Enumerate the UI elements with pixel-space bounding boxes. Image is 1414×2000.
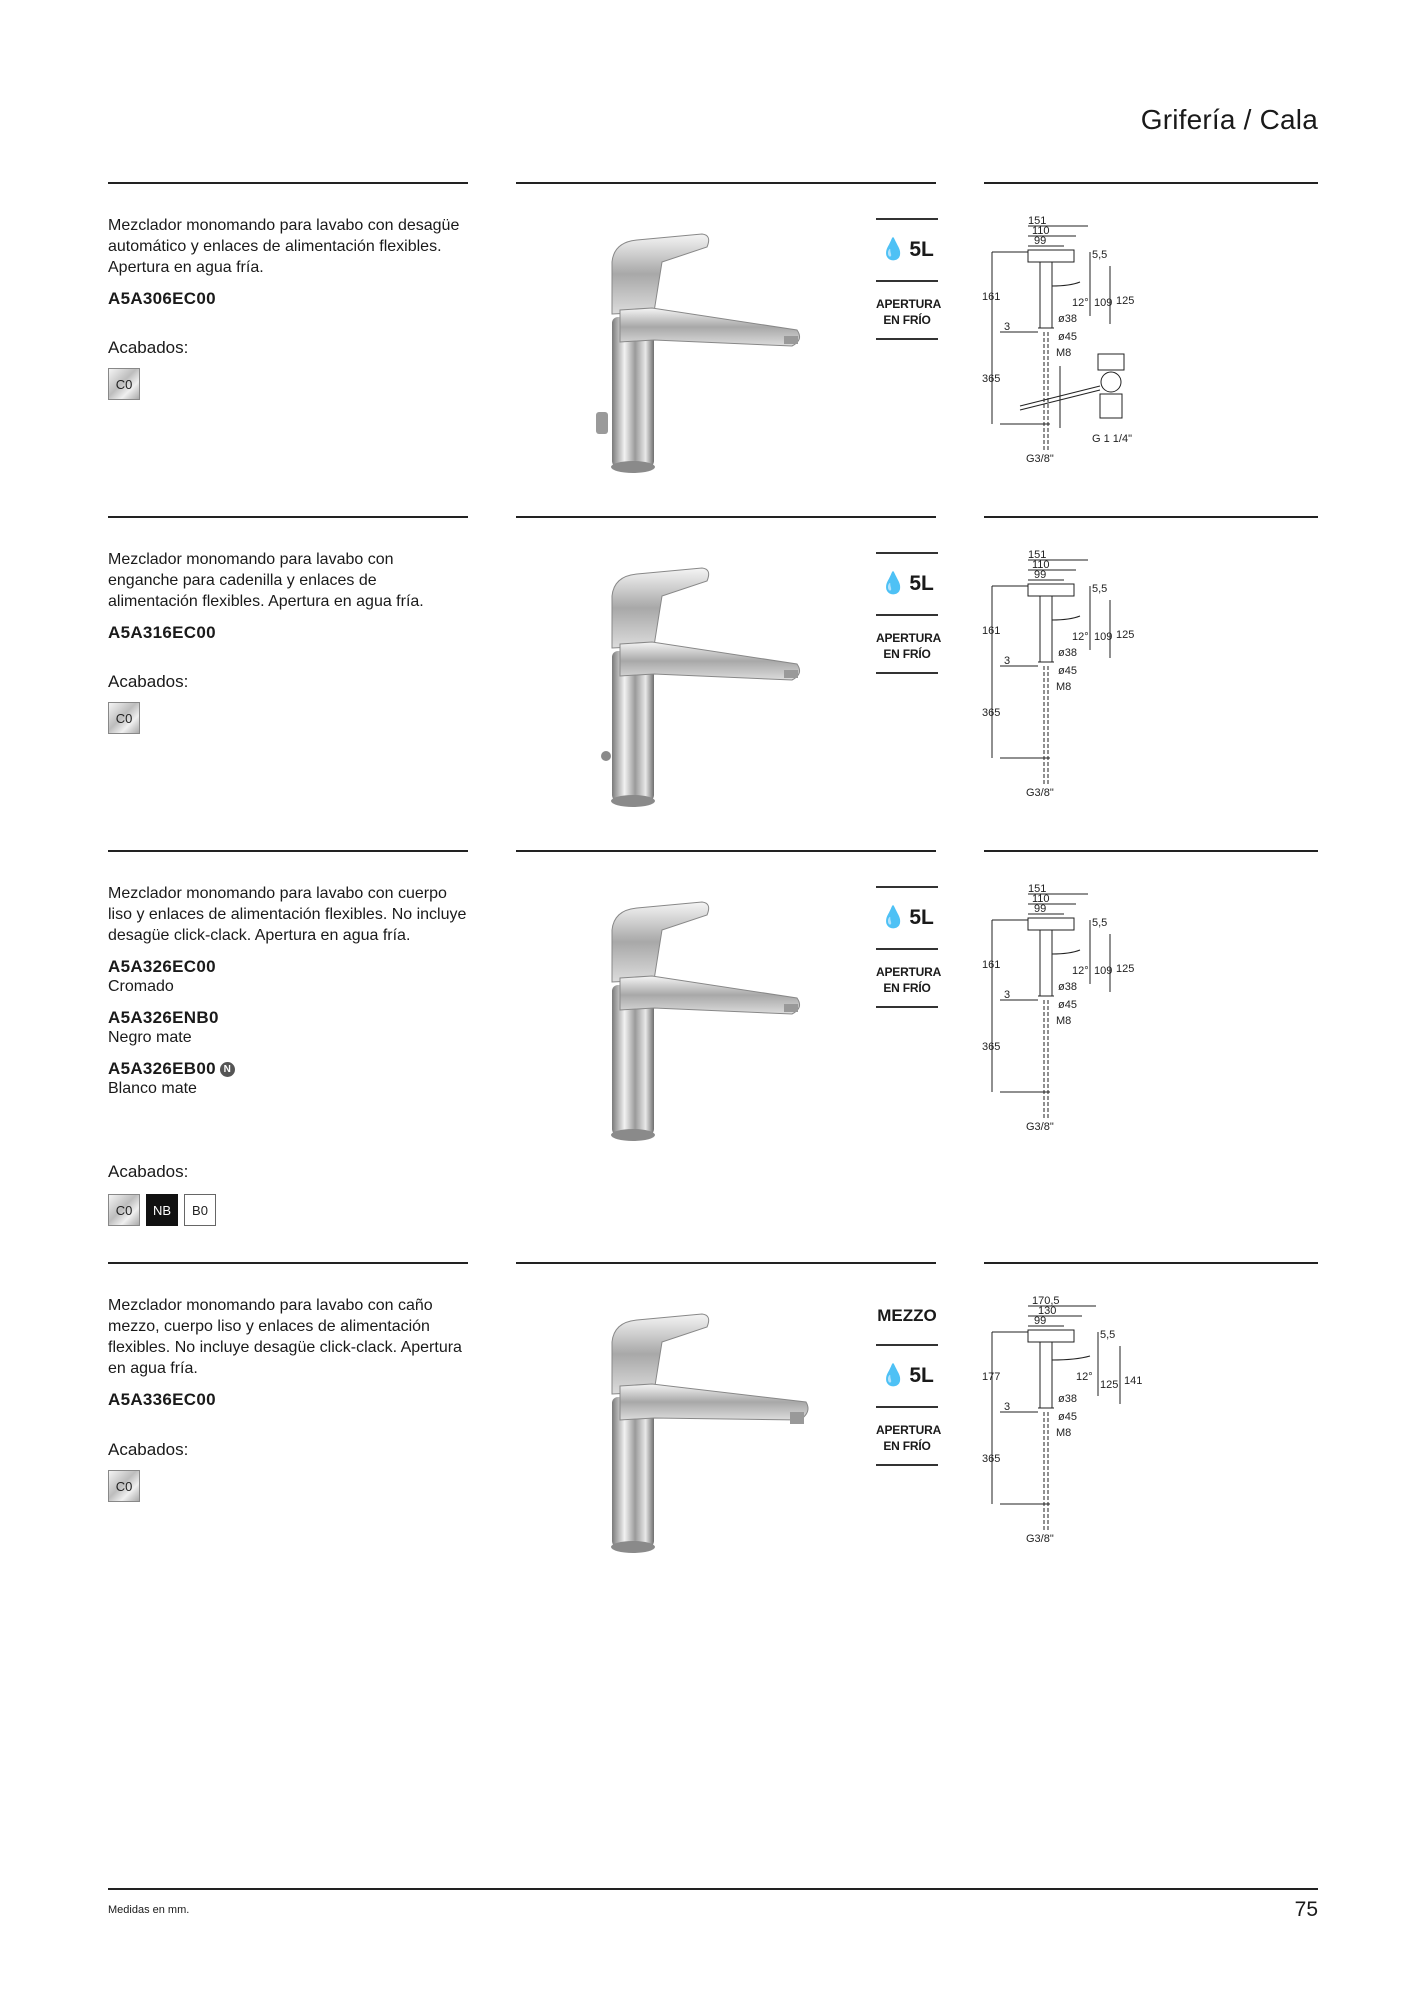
dim-angle: 12°	[1072, 297, 1089, 309]
footer-note: Medidas en mm.	[108, 1904, 190, 1916]
dim-connection: G3/8"	[1026, 453, 1054, 465]
cold-opening-tag: APERTURA EN FRÍO	[876, 297, 942, 327]
dim-d1: ø38	[1058, 313, 1077, 325]
product-code: A5A326ENB0	[108, 1008, 219, 1027]
dim-thread: M8	[1056, 1427, 1072, 1439]
feature-icons	[876, 1298, 942, 1466]
dim-spout: 5,5	[1092, 917, 1108, 929]
page-number: 75	[1294, 1898, 1318, 1921]
divider	[108, 850, 468, 852]
dim-spout: 5,5	[1092, 249, 1108, 261]
dim-d2: ø45	[1058, 665, 1077, 677]
divider	[876, 672, 938, 674]
dim-spout: 5,5	[1092, 583, 1108, 595]
divider	[984, 182, 1318, 184]
finish-swatch-c0[interactable]: C0	[108, 702, 140, 734]
product-finish-name: Cromado	[108, 978, 174, 995]
dim-connection: G3/8"	[1026, 1533, 1054, 1545]
dim-d2: ø45	[1058, 999, 1077, 1011]
dim-angle: 12°	[1076, 1371, 1093, 1383]
product-finish-name: Negro mate	[108, 1029, 192, 1046]
faucet-image	[592, 890, 822, 1150]
flow-rate: 💧 5L	[880, 1364, 934, 1387]
divider	[876, 1006, 938, 1008]
dim-h2: 125	[1116, 629, 1135, 641]
dim-connection: G3/8"	[1026, 1121, 1054, 1133]
divider	[516, 1262, 936, 1264]
dim-h2: 141	[1124, 1375, 1143, 1387]
dim-height: 161	[982, 625, 1001, 637]
dim-mid: 110	[1032, 893, 1050, 905]
product-code: A5A326EB00	[108, 1059, 216, 1078]
product-code: A5A306EC00	[108, 289, 216, 308]
dim-thread: M8	[1056, 681, 1072, 693]
technical-drawing	[980, 216, 1170, 466]
product-code: A5A336EC00	[108, 1390, 216, 1409]
feature-icons	[876, 886, 942, 1008]
dim-top: 151	[1028, 216, 1047, 227]
cold-opening-tag: APERTURA EN FRÍO	[876, 1423, 942, 1453]
drain-assembly	[1020, 354, 1124, 428]
dim-h2: 125	[1116, 963, 1135, 975]
dim-angle: 12°	[1072, 631, 1089, 643]
dim-h1: 109	[1094, 297, 1113, 309]
dim-inner: 99	[1034, 903, 1047, 915]
dim-mid: 110	[1032, 225, 1050, 237]
dim-d1: ø38	[1058, 1393, 1077, 1405]
dim-hose: 365	[982, 1453, 1001, 1465]
dim-inner: 99	[1034, 569, 1047, 581]
finishes-label: Acabados:	[108, 672, 189, 691]
dim-height: 161	[982, 959, 1001, 971]
dim-mid: 110	[1032, 559, 1050, 571]
divider	[108, 516, 468, 518]
divider	[108, 1262, 468, 1264]
finish-swatch-c0[interactable]: C0	[108, 368, 140, 400]
dim-thread: M8	[1056, 347, 1072, 359]
finish-swatches	[108, 702, 140, 734]
divider	[984, 1262, 1318, 1264]
product-code: A5A316EC00	[108, 623, 216, 642]
dim-h1: 109	[1094, 631, 1113, 643]
dim-h1: 125	[1100, 1379, 1119, 1391]
dim-d2: ø45	[1058, 331, 1077, 343]
dim-d2: ø45	[1058, 1411, 1077, 1423]
feature-icons	[876, 552, 942, 674]
dim-hose: 365	[982, 373, 1001, 385]
faucet-image	[592, 1302, 822, 1562]
water-drop-icon: 💧	[880, 572, 907, 595]
water-drop-icon: 💧	[880, 906, 907, 929]
divider	[108, 182, 468, 184]
divider	[516, 182, 936, 184]
feature-icons	[876, 218, 942, 340]
divider	[984, 850, 1318, 852]
product-code-row	[108, 1058, 468, 1079]
dim-d1: ø38	[1058, 647, 1077, 659]
product-description: Mezclador monomando para lavabo con cuerpo liso y enlaces de alimentación flexibles. No incluye desagüe click-clack. Apertura en agua fría.	[108, 885, 467, 944]
finish-swatches	[108, 1470, 140, 1502]
dim-d1: ø38	[1058, 981, 1077, 993]
dim-top: 170,5	[1032, 1296, 1060, 1307]
finish-swatch-nb[interactable]: NB	[146, 1194, 178, 1226]
flow-rate: 💧 5L	[880, 238, 934, 261]
finish-swatches	[108, 368, 140, 400]
divider	[876, 338, 938, 340]
new-badge: N	[220, 1062, 235, 1077]
finish-swatch-b0[interactable]: B0	[184, 1194, 216, 1226]
faucet-image	[592, 556, 822, 816]
dim-mid: 130	[1038, 1305, 1057, 1317]
dim-connection: G3/8"	[1026, 787, 1054, 799]
dim-hose: 365	[982, 1041, 1001, 1053]
divider	[516, 850, 936, 852]
dim-top: 151	[1028, 550, 1047, 561]
water-drop-icon: 💧	[880, 1364, 907, 1387]
finishes-label: Acabados:	[108, 338, 189, 357]
dim-thread: M8	[1056, 1015, 1072, 1027]
flow-rate: 💧 5L	[880, 572, 934, 595]
finishes-label: Acabados:	[108, 1440, 189, 1459]
product-description: Mezclador monomando para lavabo con desagüe automático y enlaces de alimentación flexibles. Apertura en agua fría.	[108, 217, 460, 276]
dim-drain: G 1 1/4"	[1092, 433, 1132, 445]
footer-divider	[108, 1888, 1318, 1890]
product-description-block	[108, 1295, 468, 1410]
faucet-image	[592, 222, 822, 482]
dim-inner: 99	[1034, 1315, 1047, 1327]
dim-inner: 99	[1034, 235, 1047, 247]
dim-base: 3	[1004, 655, 1011, 667]
dim-angle: 12°	[1072, 965, 1089, 977]
dim-spout: 5,5	[1100, 1329, 1116, 1341]
cold-opening-tag: APERTURA EN FRÍO	[876, 965, 942, 995]
dim-base: 3	[1004, 1401, 1011, 1413]
product-code: A5A326EC00	[108, 957, 216, 976]
divider	[516, 516, 936, 518]
product-finish-name: Blanco mate	[108, 1080, 197, 1097]
finish-swatches	[108, 1194, 216, 1226]
dim-h2: 125	[1116, 295, 1135, 307]
dim-height: 177	[982, 1371, 1001, 1383]
divider	[984, 516, 1318, 518]
divider	[876, 1464, 938, 1466]
dim-h1: 109	[1094, 965, 1113, 977]
dim-top: 151	[1028, 884, 1047, 895]
mezzo-label: MEZZO	[877, 1306, 937, 1325]
product-description: Mezclador monomando para lavabo con enganche para cadenilla y enlaces de alimentación flexibles. Apertura en agua fría.	[108, 551, 424, 610]
page-title: Grifería / Cala	[1140, 104, 1318, 135]
dim-hose: 365	[982, 707, 1001, 719]
product-description-block	[108, 215, 468, 309]
product-description: Mezclador monomando para lavabo con caño mezzo, cuerpo liso y enlaces de alimentación flexibles. No incluye desagüe click-clack. Apertura en agua fría.	[108, 1297, 462, 1377]
technical-drawing	[980, 884, 1170, 1134]
flow-rate: 💧 5L	[880, 906, 934, 929]
dim-base: 3	[1004, 989, 1011, 1001]
dim-height: 161	[982, 291, 1001, 303]
product-description-block	[108, 549, 468, 643]
cold-opening-tag: APERTURA EN FRÍO	[876, 631, 942, 661]
water-drop-icon: 💧	[880, 238, 907, 261]
technical-drawing	[980, 550, 1170, 800]
dim-base: 3	[1004, 321, 1011, 333]
finishes-label: Acabados:	[108, 1162, 189, 1181]
technical-drawing	[980, 1296, 1170, 1546]
product-description-block	[108, 883, 468, 1099]
finish-swatch-c0[interactable]: C0	[108, 1194, 140, 1226]
finish-swatch-c0[interactable]: C0	[108, 1470, 140, 1502]
